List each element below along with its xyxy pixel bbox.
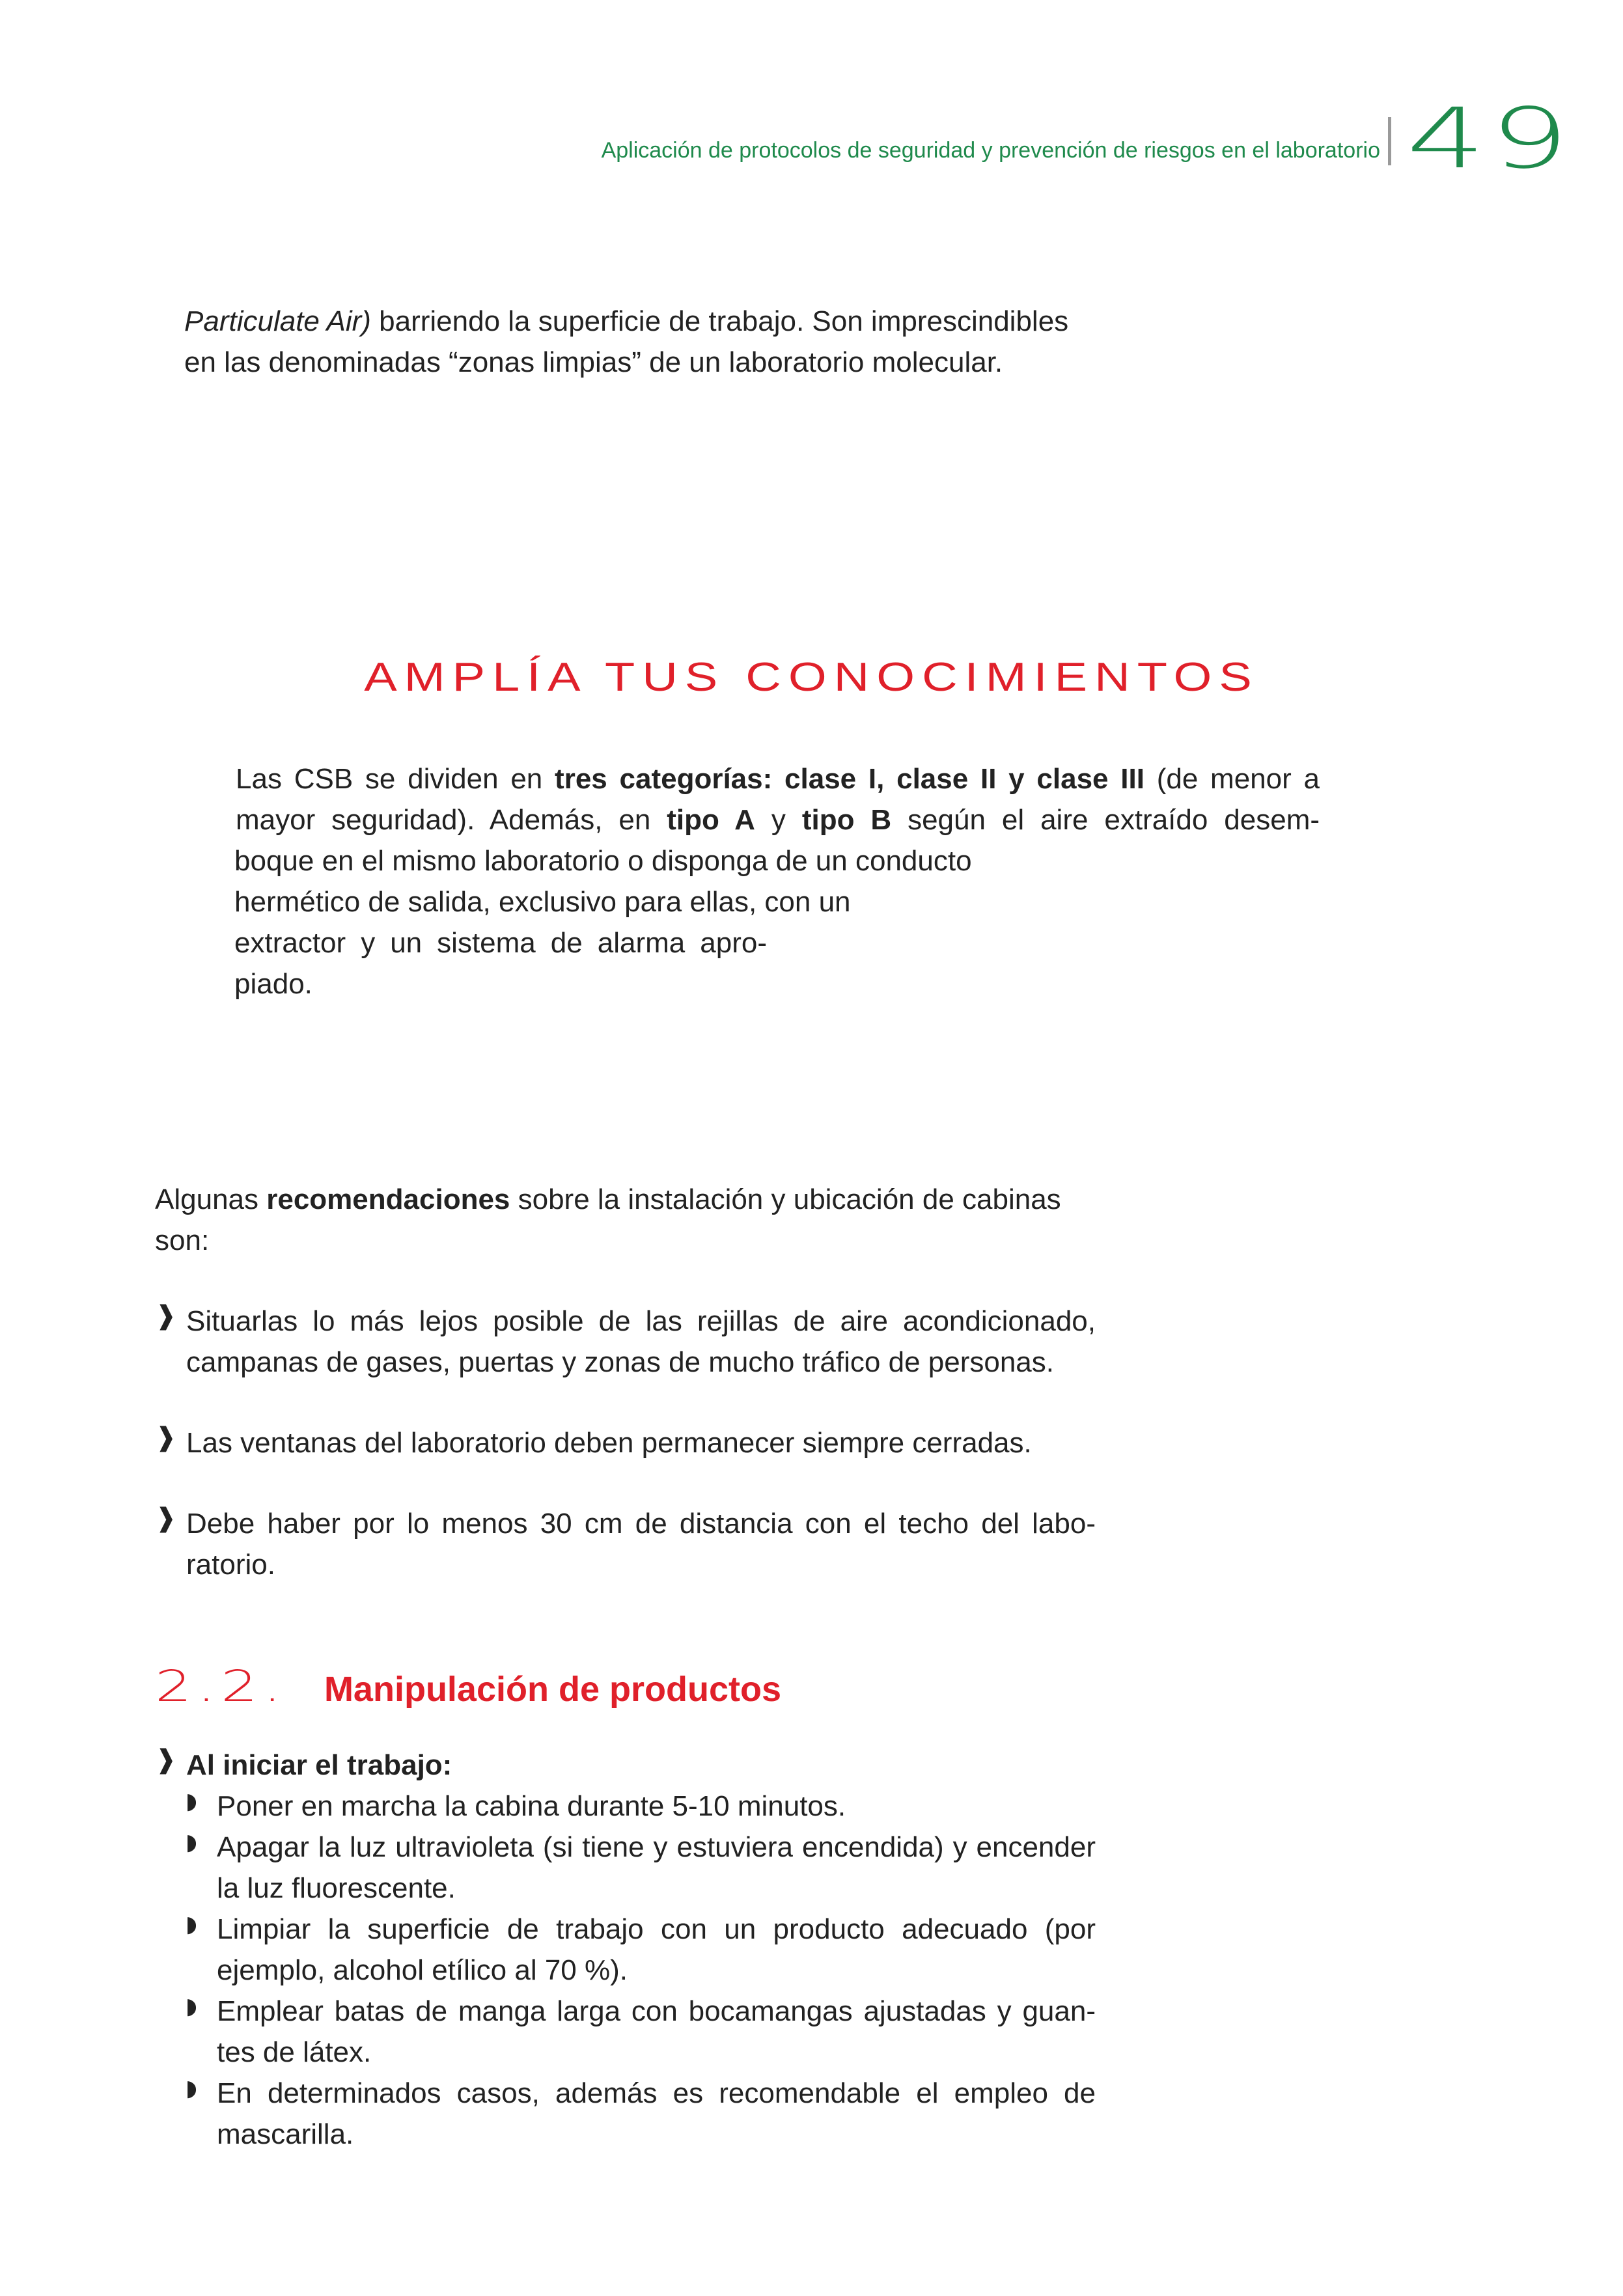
half-circle-bullet-icon: ◗ [186,1993,197,2019]
recommendations-intro [155,1179,1096,1261]
half-circle-bullet-icon: ◗ [186,2075,197,2101]
bullet-icon: ❱ [155,1422,177,1452]
list-item [155,1422,1096,1463]
box-paragraph-last [234,963,755,1004]
box-text-1: Las CSB se dividen en [236,763,555,795]
page-number: 49 [1406,90,1574,187]
box-line-4: hermético de salida, exclusivo para ellas, con un [234,886,851,918]
box-paragraph-end [234,922,767,963]
box-bold-tipo-b: tipo B [801,804,892,836]
box-line-5: extractor y un sistema de alarma apro- [234,927,767,959]
list-item [155,1503,1096,1585]
list-item [186,2073,1096,2155]
section-heading [155,1661,781,1711]
box-title: AMPLÍA TUS CONOCIMIENTOS [364,655,1259,700]
intro-italic: Particulate Air) [184,305,371,337]
list-item-text: En determinados casos, además es recomendable el empleo de mascarilla. [217,2077,1096,2150]
list-item-text: Situarlas lo más lejos posible de las rejillas de aire acondicionado, campanas de gases, puertas y zonas de mucho tráfico de personas. [186,1305,1096,1378]
rec-bold: recomendaciones [266,1183,510,1215]
list-item-text: Las ventanas del laboratorio deben permanecer siempre cerradas. [186,1427,1032,1459]
list-item [186,1909,1096,1991]
intro-paragraph [184,301,1096,383]
bullet-icon: ❱ [155,1503,177,1533]
section-number: 2.2. [155,1661,287,1711]
half-circle-bullet-icon: ◗ [186,1911,197,1937]
bullet-icon: ❱ [155,1301,177,1331]
half-circle-bullet-icon: ◗ [186,1788,197,1814]
half-circle-bullet-icon: ◗ [186,1829,197,1855]
intro-line2: en las denominadas “zonas limpias” de un laboratorio molecular. [184,346,1003,378]
list-item [186,1991,1096,2073]
rec-text-2: sobre la instalación y ubicación de cabinas son: [155,1183,1061,1256]
list-item-text: Debe haber por lo menos 30 cm de distancia con el techo del labo-ratorio. [186,1508,1096,1581]
list-item-text: Apagar la luz ultravioleta (si tiene y estuviera encendida) y encender la luz fluorescente. [217,1831,1096,1904]
box-text-4: según el aire extraído desem- [891,804,1320,836]
box-line-3: boque en el mismo laboratorio o disponga de un conducto [234,845,972,877]
box-paragraph [236,758,1320,840]
start-work-heading-text: Al iniciar el trabajo: [186,1749,452,1781]
list-item [186,1786,1096,1827]
box-bold-categories: tres categorías: clase I, clase II y clase III [555,763,1144,795]
list-item-text: Emplear batas de manga larga con bocamangas ajustadas y guan-tes de látex. [217,1995,1096,2068]
section-title: Manipulación de productos [324,1670,781,1709]
bullet-icon: ❱ [155,1745,177,1775]
box-text-3: y [755,804,802,836]
list-item [186,1827,1096,1909]
rec-text-1: Algunas [155,1183,267,1215]
start-work-heading [155,1745,1096,1786]
box-paragraph-cont [234,840,1276,922]
intro-line1: barriendo la superficie de trabajo. Son imprescindibles [370,305,1069,337]
running-header: Aplicación de protocolos de seguridad y prevención de riesgos en el laboratorio [601,138,1380,163]
list-item-text: Limpiar la superficie de trabajo con un producto adecuado (por ejemplo, alcohol etílico al 70 %). [217,1913,1096,1986]
header-divider [1388,117,1391,165]
box-bold-tipo-a: tipo A [667,804,755,836]
box-line-6: piado. [234,968,312,1000]
list-item [155,1301,1096,1383]
list-item-text: Poner en marcha la cabina durante 5-10 minutos. [217,1790,846,1822]
box-text-2: (de menor a mayor seguridad). Además, en [236,763,1320,836]
